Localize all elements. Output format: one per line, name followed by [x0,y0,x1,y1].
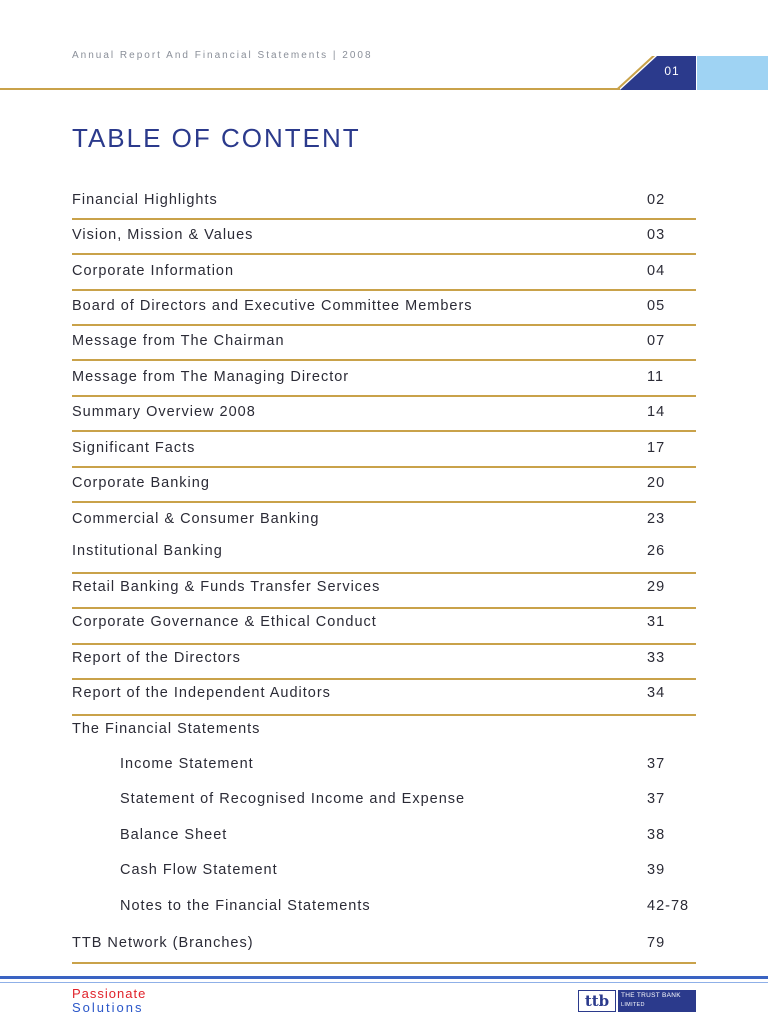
toc-entry[interactable] [72,333,696,355]
toc-entry-title: Corporate Governance & Ethical Conduct [72,614,377,630]
toc-entry-title: Notes to the Financial Statements [120,898,371,914]
toc-separator [72,253,696,255]
toc-entry-page: 37 [647,756,666,772]
toc-entry[interactable] [72,440,696,462]
toc-separator [72,678,696,680]
toc-entry-page: 39 [647,862,666,878]
toc-separator [72,501,696,503]
toc-entry-page: 34 [647,685,666,701]
toc-entry-page: 31 [647,614,666,630]
toc-separator [72,430,696,432]
tagline-passionate: Passionate [72,986,147,1001]
toc-entry[interactable] [72,862,696,884]
toc-entry-page: 14 [647,404,666,420]
toc-entry-page: 38 [647,827,666,843]
logo-bank-name: THE TRUST BANK [621,992,681,999]
toc-entry[interactable] [72,685,696,707]
toc-entry-title: Financial Highlights [72,192,218,208]
toc-entry-page: 29 [647,579,666,595]
toc-entry[interactable] [72,650,696,672]
toc-entry[interactable] [72,404,696,426]
toc-entry-title: Income Statement [120,756,254,772]
logo-bank-suffix: LIMITED [621,1002,645,1008]
toc-entry-page: 02 [647,192,666,208]
toc-entry-title: Cash Flow Statement [120,862,278,878]
toc-entry-page: 42-78 [647,898,690,914]
toc-entry[interactable] [72,827,696,849]
footer-rule [0,976,768,979]
toc-entry-page: 26 [647,543,666,559]
page-title: TABLE OF CONTENT [72,123,361,153]
toc-entry-title: Message from The Chairman [72,333,285,349]
toc-separator [72,395,696,397]
toc-entry-title: Corporate Banking [72,475,210,491]
toc-entry-title: The Financial Statements [72,721,261,737]
toc-separator [72,359,696,361]
toc-entry[interactable] [72,791,696,813]
toc-entry[interactable] [72,369,696,391]
toc-entry[interactable] [72,298,696,320]
toc-entry-page: 20 [647,475,666,491]
toc-entry-title: Summary Overview 2008 [72,404,256,420]
header-rule [0,88,620,90]
toc-entry-title: Balance Sheet [120,827,228,843]
toc-entry-page: 23 [647,511,666,527]
toc-entry-title: Vision, Mission & Values [72,227,254,243]
toc-entry-title: Message from The Managing Director [72,369,350,385]
toc-entry[interactable] [72,721,696,743]
toc-entry-title: TTB Network (Branches) [72,935,254,951]
toc-entry[interactable] [72,227,696,249]
toc-entry-title: Board of Directors and Executive Committee Members [72,298,473,314]
toc-separator [72,289,696,291]
toc-separator [72,714,696,716]
toc-entry[interactable] [72,511,696,533]
toc-entry[interactable] [72,614,696,636]
toc-entry-title: Institutional Banking [72,543,223,559]
page-number: 01 [664,64,680,78]
toc-entry-title: Report of the Independent Auditors [72,685,331,701]
tagline-solutions: Solutions [72,1000,144,1015]
toc-entry-title: Statement of Recognised Income and Expense [120,791,466,807]
footer-rule-thin [0,982,768,983]
toc-entry[interactable] [72,192,696,214]
toc-separator [72,466,696,468]
toc-separator [72,643,696,645]
toc-entry-title: Retail Banking & Funds Transfer Services [72,579,381,595]
toc-entry-title: Corporate Information [72,263,235,279]
toc-entry-page: 07 [647,333,666,349]
toc-entry-page: 37 [647,791,666,807]
toc-entry-page: 17 [647,440,666,456]
toc-separator [72,324,696,326]
toc-entry-page: 11 [647,369,665,385]
toc-separator [72,962,696,964]
toc-entry-page: 03 [647,227,666,243]
toc-entry[interactable] [72,756,696,778]
toc-entry[interactable] [72,898,696,920]
toc-entry[interactable] [72,475,696,497]
logo-name-box [618,990,696,1012]
toc-separator [72,607,696,609]
toc-entry-page: 04 [647,263,666,279]
toc-entry[interactable] [72,579,696,601]
toc-entry-page: 33 [647,650,666,666]
toc-separator [72,572,696,574]
toc-entry[interactable] [72,935,696,957]
toc-entry-page: 79 [647,935,666,951]
toc-entry-page: 05 [647,298,666,314]
toc-entry-title: Significant Facts [72,440,196,456]
toc-separator [72,218,696,220]
toc-entry-title: Report of the Directors [72,650,241,666]
toc-entry-title: Commercial & Consumer Banking [72,511,320,527]
ttb-logo-mark: ttb [578,990,616,1012]
bank-logo [578,990,696,1012]
toc-entry[interactable] [72,543,696,565]
toc-entry[interactable] [72,263,696,285]
report-header-title: Annual Report And Financial Statements | 2008 [72,50,373,61]
